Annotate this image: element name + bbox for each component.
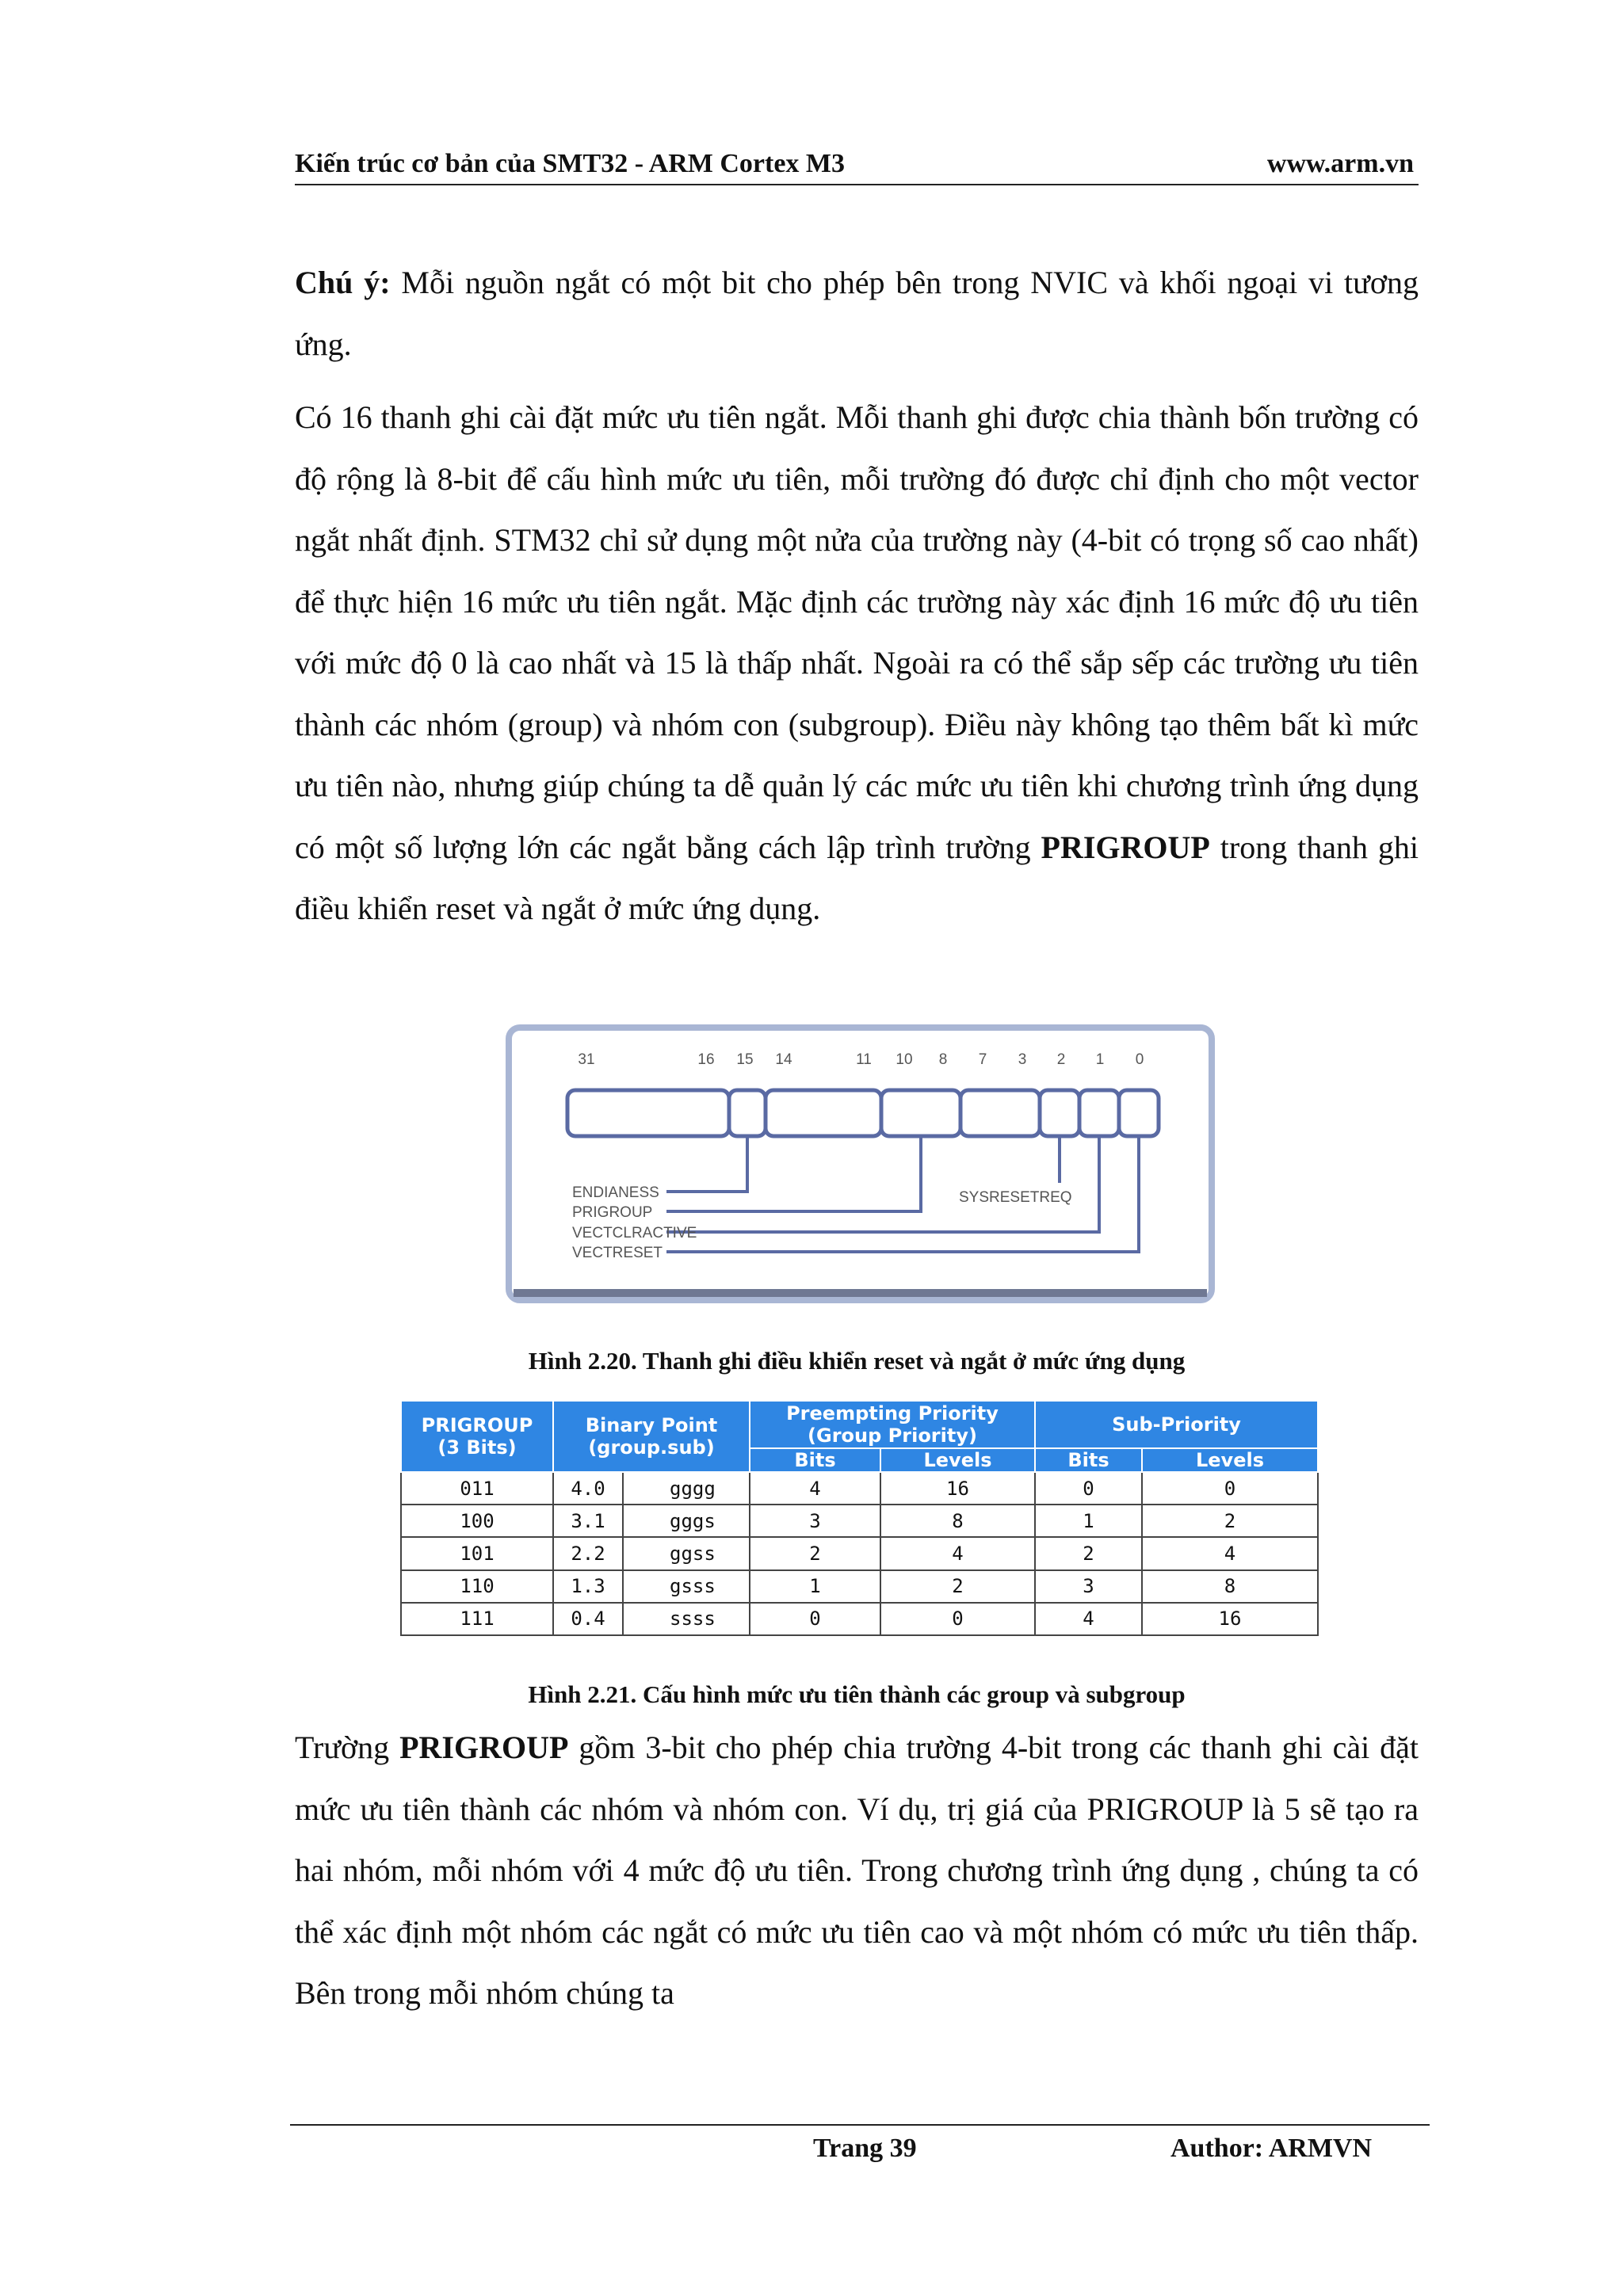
figure-caption-1: Hình 2.20. Thanh ghi điều khiển reset và ngắt ở mức ứng dụng [528,1347,1186,1375]
page-number: Trang 39 [813,2134,917,2163]
table-cell: 8 [880,1505,1035,1537]
label-endianess: ENDIANESS [572,1184,659,1201]
page-header [295,144,1419,185]
bit-number: 0 [1135,1051,1144,1068]
table-row [401,1603,1318,1635]
bit-number: 11 [856,1051,872,1068]
field-bits-7-3 [960,1090,1040,1136]
table-cell: 4 [1035,1603,1142,1635]
bit-number: 7 [978,1051,987,1068]
table-cell: 4 [880,1537,1035,1569]
diagram-frame-shadow [514,1289,1207,1297]
label-vectreset: VECTRESET [572,1245,663,1261]
table-cell: 0 [1035,1472,1142,1505]
header-title: Kiến trúc cơ bản của SMT32 - ARM Cortex M3 [295,149,846,178]
table-row [401,1472,1318,1505]
header-sub-levels: Levels [1142,1448,1318,1472]
bold-term: PRIGROUP [399,1730,569,1765]
table-cell: 1 [750,1570,880,1603]
header-preempting-priority: Preempting Priority (Group Priority) [750,1401,1035,1448]
label-vectclractive: VECTCLRACTIVE [572,1225,697,1241]
body-text: Có 16 thanh ghi cài đặt mức ưu tiên ngắt. Mỗi thanh ghi được chia thành bốn trường có độ rộng là 8-bit để cấu hình mức ưu tiên, mỗi trường đó được chỉ định cho một vector ngắt nhất định. STM32 chỉ sử dụng một nửa của trường này (4-bit có trọng số cao nhất) để thực hiện 16 mức ưu tiên ngắt. Mặc định các trường này xác định 16 mức độ ưu tiên với mức độ 0 là cao nhất và 15 là thấp nhất. Ngoài ra có thể sắp sếp các trường ưu tiên thành các nhóm (group) và nhóm con (subgroup). Điều này không tạo thêm bất kì mức ưu tiên nào, nhưng giúp chúng ta dễ quản lý các mức ưu tiên khi chương trình ứng dụng có một số lượng lớn các ngắt bằng cách lập trình trường [295,399,1419,865]
body-text: trong thanh ghi điều khiển reset và ngắt ở mức ứng dụng. [295,829,1419,926]
table-cell: 1 [1035,1505,1142,1537]
table-cell: 3 [1035,1570,1142,1603]
table-cell: 2 [1035,1537,1142,1569]
field-vectreset [1119,1090,1159,1136]
field-bits-14-11 [766,1090,881,1136]
header-sub-bits: Bits [1035,1448,1142,1472]
table-cell: ggss [623,1537,750,1569]
bit-number: 15 [736,1051,754,1068]
bold-term: PRIGROUP [1041,829,1210,865]
table-cell: 4 [1142,1537,1318,1569]
bit-number: 16 [697,1051,715,1068]
table-row [401,1537,1318,1569]
field-sysresetreq [1040,1090,1079,1136]
header-preempt-bits: Bits [750,1448,880,1472]
body-paragraph-1 [295,387,1419,940]
table-cell: 2 [880,1570,1035,1603]
body-text: gồm 3-bit cho phép chia trường 4-bit trong các thanh ghi cài đặt mức ưu tiên thành các nhóm và nhóm con. Ví dụ, trị giá của PRIGROUP là 5 sẽ tạo ra hai nhóm, mỗi nhóm với 4 mức độ ưu tiên. Trong chương trình ứng dụng , chúng ta có thể xác định một nhóm các ngắt có mức ưu tiên cao và một nhóm có mức ưu tiên thấp. Bên trong mỗi nhóm chúng ta [295,1730,1419,2011]
table-cell: 16 [880,1472,1035,1505]
table-cell: 101 [401,1537,553,1569]
table-cell: ssss [623,1603,750,1635]
table-cell: 4.0 [553,1472,623,1505]
label-sysresetreq: SYSRESETREQ [959,1189,1072,1206]
body-text: Trường [295,1730,400,1765]
table-row [401,1505,1318,1537]
table-cell: 110 [401,1570,553,1603]
table-cell: gggg [623,1472,750,1505]
header-sub-priority: Sub-Priority [1035,1401,1318,1448]
table-cell: gsss [623,1570,750,1603]
header-website: www.arm.vn [1266,149,1414,178]
label-prigroup: PRIGROUP [572,1204,653,1221]
priority-table-figure [400,1400,1317,1636]
table-cell: gggs [623,1505,750,1537]
table-cell: 1.3 [553,1570,623,1603]
table-cell: 4 [750,1472,880,1505]
footer-divider [290,2124,1430,2126]
table-cell: 2 [750,1537,880,1569]
table-cell: 16 [1142,1603,1318,1635]
note-label: Chú ý: [295,265,391,300]
note-paragraph [295,252,1419,375]
note-text: Mỗi nguồn ngắt có một bit cho phép bên trong NVIC và khối ngoại vi tương ứng. [295,265,1419,362]
figure-caption-2: Hình 2.21. Cấu hình mức ưu tiên thành các group và subgroup [528,1680,1186,1708]
bit-number: 3 [1018,1051,1027,1068]
table-cell: 0 [750,1603,880,1635]
table-cell: 111 [401,1603,553,1635]
bit-number: 14 [775,1051,792,1068]
table-cell: 2.2 [553,1537,623,1569]
table-cell: 100 [401,1505,553,1537]
table-row [401,1570,1318,1603]
bit-number: 8 [938,1051,948,1068]
field-prigroup [881,1090,960,1136]
table-cell: 8 [1142,1570,1318,1603]
bit-number: 31 [578,1051,595,1068]
register-diagram [506,1024,1215,1303]
field-vectclractive [1079,1090,1119,1136]
bit-number: 1 [1095,1051,1105,1068]
bit-number: 2 [1056,1051,1066,1068]
header-prigroup: PRIGROUP (3 Bits) [401,1401,553,1472]
table-cell: 3.1 [553,1505,623,1537]
header-preempt-levels: Levels [880,1448,1035,1472]
table-cell: 2 [1142,1505,1318,1537]
table-cell: 0 [1142,1472,1318,1505]
table-cell: 0 [880,1603,1035,1635]
priority-table [400,1400,1319,1636]
field-bits-31-16 [567,1090,729,1136]
footer-author: Author: ARMVN [1170,2134,1373,2163]
header-binary-point: Binary Point (group.sub) [553,1401,750,1472]
table-cell: 3 [750,1505,880,1537]
bit-number: 10 [896,1051,913,1068]
table-cell: 011 [401,1472,553,1505]
field-endianess [729,1090,766,1136]
table-cell: 0.4 [553,1603,623,1635]
body-paragraph-2 [295,1717,1419,2024]
